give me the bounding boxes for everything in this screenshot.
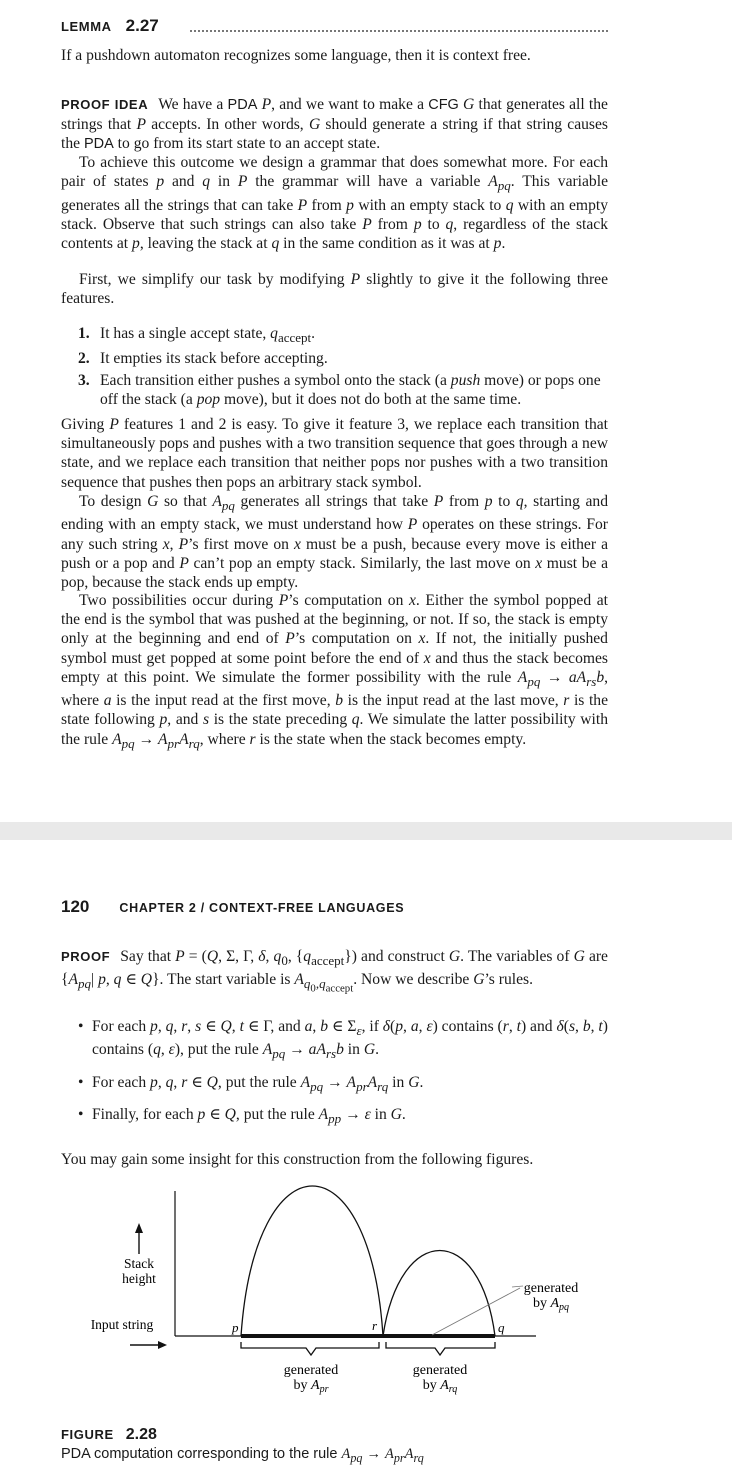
paragraph-features-explained: Giving P features 1 and 2 is easy. To give it feature 3, we replace each transition that simultaneously pops and pushes with a two transition sequence that goes through a new state, and we replace each transition that neither pops nor pushes with a two transition sequence that pushes then pops an arbitrary stack symbol. (61, 416, 608, 491)
insight-text: You may gain some insight for this construction from the following figures. (61, 1151, 534, 1168)
point-q: q (498, 1320, 505, 1335)
lemma-heading (61, 16, 159, 36)
feature-item: 1. It has a single accept state, $q_{accept}$. (78, 325, 316, 346)
proof-idea-text-1: We have a PDA P, and we want to make a CFG G that generates all the strings that P accepts. In other words, G should generate a string if that string causes the PDA to go from its start state to an accept state. (61, 96, 608, 153)
rule-item: • Finally, for each p ∈ Q, put the rule $A_{pp} \to \varepsilon$ in G. (78, 1105, 608, 1128)
leader-line-inner (432, 1288, 520, 1335)
gen-apr-2: by $A_{pr}$ (293, 1378, 329, 1395)
leader-line-short (512, 1286, 523, 1287)
figure-caption: PDA computation corresponding to the rule $A_{pq} \to A_{pr}A_{rq}$ (61, 1446, 424, 1465)
proof-idea-paragraph-2: To achieve this outcome we design a grammar that does somewhat more. For each pair of states p and q in P the grammar will have a variable $A_{pq}$. This variable generates all the strings that can take P from p with an empty stack to q with an empty stack. Observe that such strings can also take P from p to q, regardless of the stack contents at p, leaving the stack at q in the same condition as it was at p. (61, 154, 608, 252)
page-number: 120 (61, 897, 90, 916)
paragraph-two-possibilities: Two possibilities occur during P’s computation on x. Either the symbol popped at the end is the symbol that was pushed at the beginning, or not. If so, the stack is empty only at the beginning and end of P’s computation on x. If not, the initially pushed symbol must get popped at some point before the end of x and thus the stack becomes empty at this point. We simulate the former possibility with the rule $A_{pq} \to aA_{rs}b$, where a is the input read at the first move, b is the input read at the last move, r is the state following p, and s is the state preceding q. We simulate the latter possibility with the rule $A_{pq} \to A_{pr}A_{rq}$, where r is the state when the stack becomes empty. (61, 592, 609, 751)
proof-text: Say that P = (Q, Σ, Γ, δ, $q_0$, $\{q_{accept}\}$) and construct G. The variables of G are {$A_{pq}|$ p, q ∈ Q}. The start variable is $A_{q_0,q_{accept}}$. Now we describe G’s rules. (61, 948, 608, 996)
running-head: CHAPTER 2 / CONTEXT-FREE LANGUAGES (119, 901, 405, 915)
lemma-number: 2.27 (125, 16, 159, 35)
proof-label: PROOF (61, 949, 111, 964)
lemma-label: LEMMA (61, 19, 112, 34)
heading-rule (190, 30, 608, 32)
gen-arq-1: generated (412, 1363, 468, 1378)
brace-pr (241, 1342, 379, 1355)
lemma-text: If a pushdown automaton recognizes some language, then it is context free. (61, 47, 531, 64)
input-string-label: Input string (90, 1317, 154, 1332)
feature-item: 3. Each transition either pushes a symbol onto the stack (a push move) or pops one off the stack (a pop move), but it does not do both at the same time. (78, 371, 601, 408)
figure-heading (61, 1426, 157, 1444)
rule-item: • For each p, q, r ∈ Q, put the rule $A_{pq} \to A_{pr}A_{rq}$ in G. (78, 1073, 608, 1096)
stack-height-arrowhead (135, 1223, 143, 1233)
paragraph-design-g: To design G so that $A_{pq}$ generates all strings that take P from p to q, starting and ending with an empty stack, we must understand how P operates on these strings. For any such string x, P’s first move on x must be a push, because every move is either a push or a pop and P can’t pop an empty stack. Similarly, the last move on x must be a pop, because the stack ends up empty. (61, 493, 608, 591)
figure-number: 2.28 (125, 1426, 157, 1443)
rule-item: • For each p, q, r, s ∈ Q, t ∈ Γ, and a, b ∈ $\Sigma_\varepsilon$, if δ(p, a, ε) contains (r, t) and δ(s, b, t) contains (q, ε), put the rule $A_{pq} \to aA_{rs}b$ in G. (78, 1017, 608, 1064)
figure-label: FIGURE (61, 1427, 114, 1442)
proof-idea-paragraph-3: First, we simplify our task by modifying P slightly to give it the following three features. (61, 271, 608, 308)
gen-arq-2: by $A_{rq}$ (422, 1378, 458, 1395)
gen-apr-1: generated (283, 1363, 339, 1378)
gen-apq-1: generated (523, 1281, 579, 1296)
stack-label-1: Stack (124, 1256, 154, 1271)
input-arrowhead (158, 1341, 167, 1349)
feature-list (78, 324, 608, 411)
figure-diagram (0, 840, 732, 1484)
proof-idea-paragraph-1 (61, 95, 608, 155)
arch-rq (383, 1251, 495, 1337)
arch-pr (241, 1186, 383, 1336)
page-two (0, 840, 732, 1484)
stack-label-2: height (122, 1271, 156, 1286)
lemma-statement (61, 46, 608, 65)
feature-item: 2. It empties its stack before accepting. (78, 350, 328, 368)
point-p: p (232, 1320, 239, 1335)
gen-apq-2: by $A_{pq}$ (532, 1296, 570, 1313)
proof-idea-label: PROOF IDEA (61, 97, 149, 112)
brace-rq (386, 1342, 495, 1355)
point-r: r (372, 1318, 378, 1333)
